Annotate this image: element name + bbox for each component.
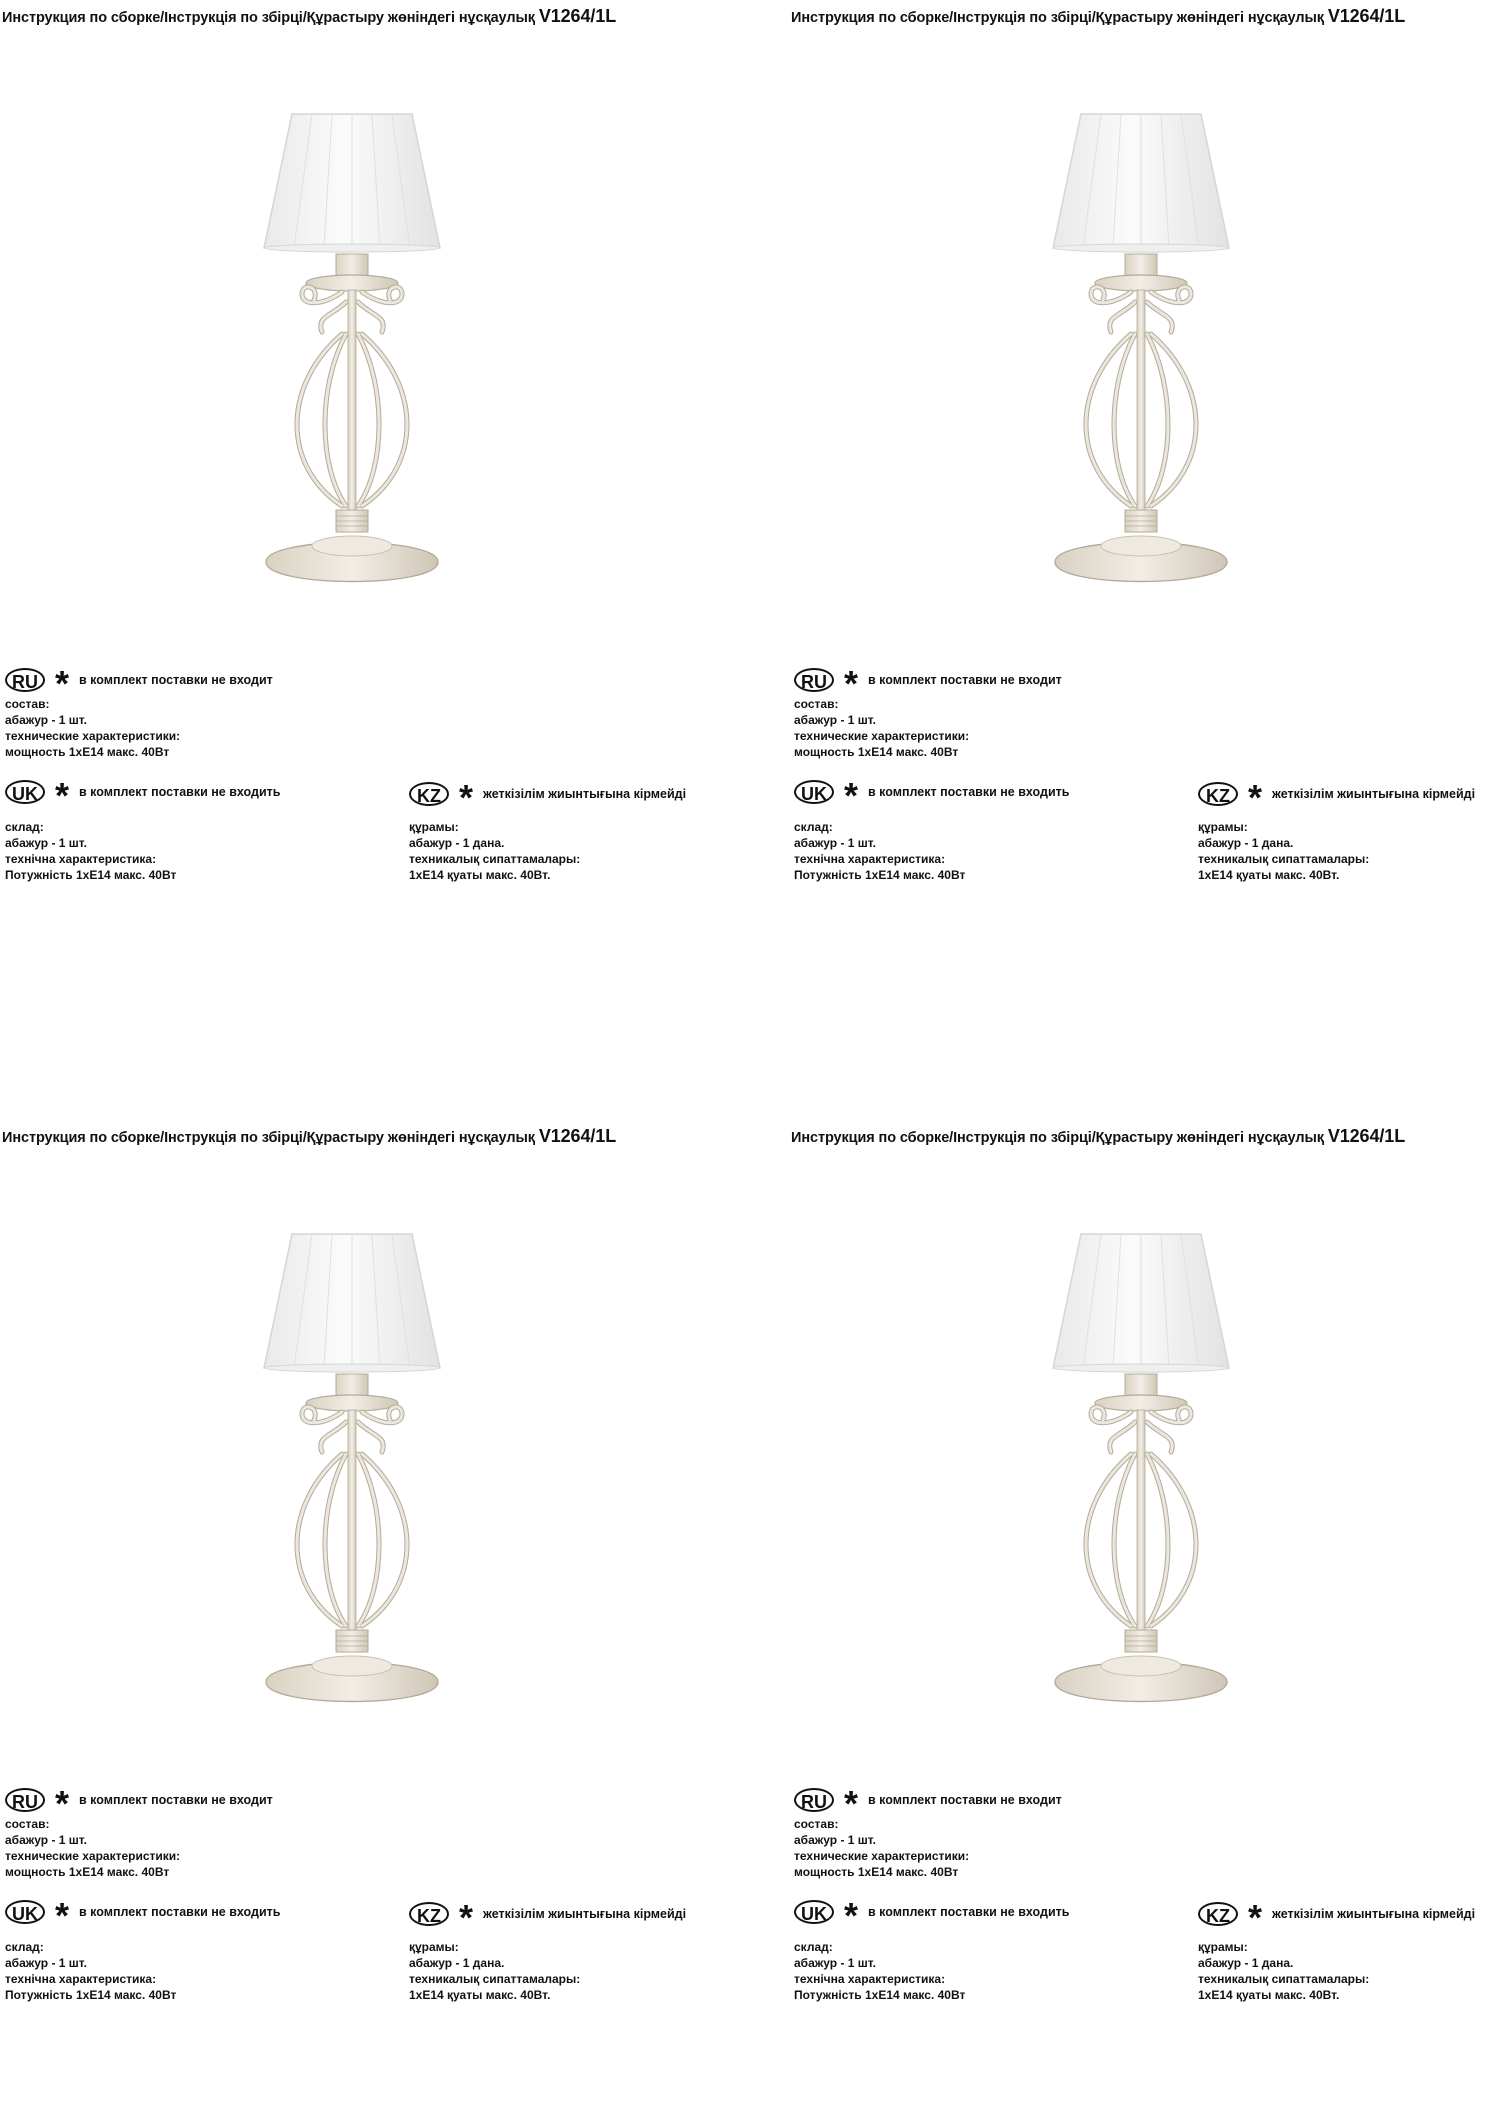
title-text: Инструкция по сборке/Інструкція по збірці/Құрастыру жөніндегі нұсқаулық bbox=[791, 10, 1324, 26]
title-text: Инструкция по сборке/Інструкція по збірці/Құрастыру жөніндегі нұсқаулық bbox=[791, 1130, 1324, 1146]
kz-badge: KZ bbox=[409, 1902, 449, 1926]
ru-specifications bbox=[5, 1816, 180, 1880]
spec-line: абажур - 1 дана. bbox=[409, 836, 505, 850]
instruction-sheet bbox=[0, 1120, 747, 2120]
spec-line: құрамы: bbox=[1198, 1940, 1248, 1954]
spec-line: құрамы: bbox=[409, 1940, 459, 1954]
kz-legend bbox=[409, 1897, 687, 1938]
spec-line: абажур - 1 шт. bbox=[5, 836, 87, 850]
drip-pan bbox=[306, 275, 398, 291]
ru-not-included-note: в комплект поставки не входит bbox=[79, 673, 273, 687]
spec-line: техникалық сипаттамалары: bbox=[1198, 852, 1370, 866]
spec-line: абажур - 1 шт. bbox=[794, 713, 876, 727]
drip-pan bbox=[1095, 1395, 1187, 1411]
uk-legend bbox=[5, 775, 281, 816]
spec-line: склад: bbox=[794, 1940, 833, 1954]
spec-line: абажур - 1 шт. bbox=[794, 836, 876, 850]
kz-not-included-note: жеткізілім жиынтығына кірмейді bbox=[483, 787, 687, 801]
table-lamp-illustration bbox=[1051, 106, 1231, 596]
spec-line: технические характеристики: bbox=[5, 729, 181, 743]
ru-badge: RU bbox=[794, 668, 834, 692]
asterisk-icon: * bbox=[55, 775, 70, 816]
kz-badge: KZ bbox=[1198, 1902, 1238, 1926]
spec-line: технічна характеристика: bbox=[794, 852, 946, 866]
spec-line: Потужність 1хЕ14 макс. 40Вт bbox=[794, 868, 966, 882]
spec-line: абажур - 1 дана. bbox=[1198, 836, 1294, 850]
title-text: Инструкция по сборке/Інструкція по збірці/Құрастыру жөніндегі нұсқаулық bbox=[2, 1130, 535, 1146]
title-text: Инструкция по сборке/Інструкція по збірці/Құрастыру жөніндегі нұсқаулық bbox=[2, 10, 535, 26]
asterisk-icon: * bbox=[55, 663, 70, 704]
ru-badge: RU bbox=[794, 1788, 834, 1812]
kz-specifications bbox=[409, 1939, 580, 2003]
spec-line: 1хЕ14 қуаты макс. 40Вт. bbox=[1198, 1988, 1340, 2002]
uk-legend bbox=[5, 1895, 281, 1936]
spec-line: абажур - 1 дана. bbox=[1198, 1956, 1294, 1970]
uk-specifications bbox=[5, 819, 176, 883]
spec-line: склад: bbox=[5, 1940, 44, 1954]
instruction-sheet bbox=[789, 1120, 1495, 2120]
spec-line: абажур - 1 дана. bbox=[409, 1956, 505, 1970]
kz-not-included-note: жеткізілім жиынтығына кірмейді bbox=[1272, 787, 1476, 801]
spec-line: Потужність 1хЕ14 макс. 40Вт bbox=[5, 1988, 177, 2002]
kz-not-included-note: жеткізілім жиынтығына кірмейді bbox=[483, 1907, 687, 1921]
spec-line: технические характеристики: bbox=[794, 1849, 970, 1863]
asterisk-icon: * bbox=[1248, 1897, 1263, 1938]
instruction-sheet bbox=[789, 0, 1495, 1000]
table-lamp-illustration bbox=[1051, 1226, 1231, 1716]
spec-line: состав: bbox=[5, 1817, 50, 1831]
asterisk-icon: * bbox=[844, 775, 859, 816]
spec-line: технічна характеристика: bbox=[5, 1972, 157, 1986]
spec-line: состав: bbox=[794, 697, 839, 711]
ru-specifications bbox=[5, 696, 180, 760]
kz-legend bbox=[1198, 1897, 1476, 1938]
spec-line: абажур - 1 шт. bbox=[5, 1956, 87, 1970]
kz-legend bbox=[1198, 777, 1476, 818]
uk-not-included-note: в комплект поставки не входить bbox=[868, 1905, 1070, 1919]
uk-legend bbox=[794, 775, 1070, 816]
spec-line: технические характеристики: bbox=[794, 729, 970, 743]
uk-badge: UK bbox=[794, 1900, 834, 1924]
asterisk-icon: * bbox=[844, 1895, 859, 1936]
spec-line: абажур - 1 шт. bbox=[5, 1833, 87, 1847]
ru-not-included-note: в комплект поставки не входит bbox=[868, 1793, 1062, 1807]
table-lamp-illustration bbox=[262, 1226, 442, 1716]
spec-line: состав: bbox=[5, 697, 50, 711]
spec-line: 1хЕ14 қуаты макс. 40Вт. bbox=[1198, 868, 1340, 882]
ru-not-included-note: в комплект поставки не входит bbox=[868, 673, 1062, 687]
ru-badge: RU bbox=[5, 668, 45, 692]
spec-line: техникалық сипаттамалары: bbox=[1198, 1972, 1370, 1986]
instruction-title bbox=[791, 6, 1405, 27]
uk-badge: UK bbox=[794, 780, 834, 804]
spec-line: мощность 1хЕ14 макс. 40Вт bbox=[5, 745, 170, 759]
spec-line: Потужність 1хЕ14 макс. 40Вт bbox=[5, 868, 177, 882]
asterisk-icon: * bbox=[459, 1897, 474, 1938]
instruction-title bbox=[791, 1126, 1405, 1147]
uk-not-included-note: в комплект поставки не входить bbox=[79, 1905, 281, 1919]
ru-specifications bbox=[794, 1816, 969, 1880]
drip-pan bbox=[1095, 275, 1187, 291]
asterisk-icon: * bbox=[55, 1895, 70, 1936]
spec-line: 1хЕ14 қуаты макс. 40Вт. bbox=[409, 868, 551, 882]
uk-not-included-note: в комплект поставки не входить bbox=[868, 785, 1070, 799]
kz-badge: KZ bbox=[1198, 782, 1238, 806]
spec-line: склад: bbox=[5, 820, 44, 834]
asterisk-icon: * bbox=[844, 1783, 859, 1824]
uk-specifications bbox=[794, 819, 965, 883]
drip-pan bbox=[306, 1395, 398, 1411]
ru-badge: RU bbox=[5, 1788, 45, 1812]
kz-specifications bbox=[1198, 819, 1369, 883]
asterisk-icon: * bbox=[459, 777, 474, 818]
kz-not-included-note: жеткізілім жиынтығына кірмейді bbox=[1272, 1907, 1476, 1921]
ru-specifications bbox=[794, 696, 969, 760]
asterisk-icon: * bbox=[1248, 777, 1263, 818]
central-stem bbox=[348, 290, 356, 510]
model-number: V1264/1L bbox=[538, 6, 617, 26]
instruction-sheet bbox=[0, 0, 747, 1000]
central-stem bbox=[348, 1410, 356, 1630]
spec-line: склад: bbox=[794, 820, 833, 834]
central-stem bbox=[1137, 1410, 1145, 1630]
uk-specifications bbox=[794, 1939, 965, 2003]
asterisk-icon: * bbox=[55, 1783, 70, 1824]
spec-line: Потужність 1хЕ14 макс. 40Вт bbox=[794, 1988, 966, 2002]
table-lamp-illustration bbox=[262, 106, 442, 596]
ru-not-included-note: в комплект поставки не входит bbox=[79, 1793, 273, 1807]
spec-line: технічна характеристика: bbox=[794, 1972, 946, 1986]
spec-line: абажур - 1 шт. bbox=[5, 713, 87, 727]
spec-line: техникалық сипаттамалары: bbox=[409, 852, 581, 866]
spec-line: мощность 1хЕ14 макс. 40Вт bbox=[794, 745, 959, 759]
spec-line: абажур - 1 шт. bbox=[794, 1956, 876, 1970]
kz-badge: KZ bbox=[409, 782, 449, 806]
spec-line: құрамы: bbox=[409, 820, 459, 834]
uk-badge: UK bbox=[5, 1900, 45, 1924]
uk-legend bbox=[794, 1895, 1070, 1936]
spec-line: абажур - 1 шт. bbox=[794, 1833, 876, 1847]
uk-not-included-note: в комплект поставки не входить bbox=[79, 785, 281, 799]
uk-specifications bbox=[5, 1939, 176, 2003]
spec-line: технические характеристики: bbox=[5, 1849, 181, 1863]
model-number: V1264/1L bbox=[1327, 1126, 1406, 1146]
kz-specifications bbox=[1198, 1939, 1369, 2003]
model-number: V1264/1L bbox=[1327, 6, 1406, 26]
asterisk-icon: * bbox=[844, 663, 859, 704]
instruction-title bbox=[2, 1126, 616, 1147]
spec-line: құрамы: bbox=[1198, 820, 1248, 834]
spec-line: техникалық сипаттамалары: bbox=[409, 1972, 581, 1986]
spec-line: мощность 1хЕ14 макс. 40Вт bbox=[794, 1865, 959, 1879]
uk-badge: UK bbox=[5, 780, 45, 804]
central-stem bbox=[1137, 290, 1145, 510]
spec-line: мощность 1хЕ14 макс. 40Вт bbox=[5, 1865, 170, 1879]
spec-line: технічна характеристика: bbox=[5, 852, 157, 866]
spec-line: состав: bbox=[794, 1817, 839, 1831]
kz-specifications bbox=[409, 819, 580, 883]
instruction-title bbox=[2, 6, 616, 27]
spec-line: 1хЕ14 қуаты макс. 40Вт. bbox=[409, 1988, 551, 2002]
model-number: V1264/1L bbox=[538, 1126, 617, 1146]
kz-legend bbox=[409, 777, 687, 818]
